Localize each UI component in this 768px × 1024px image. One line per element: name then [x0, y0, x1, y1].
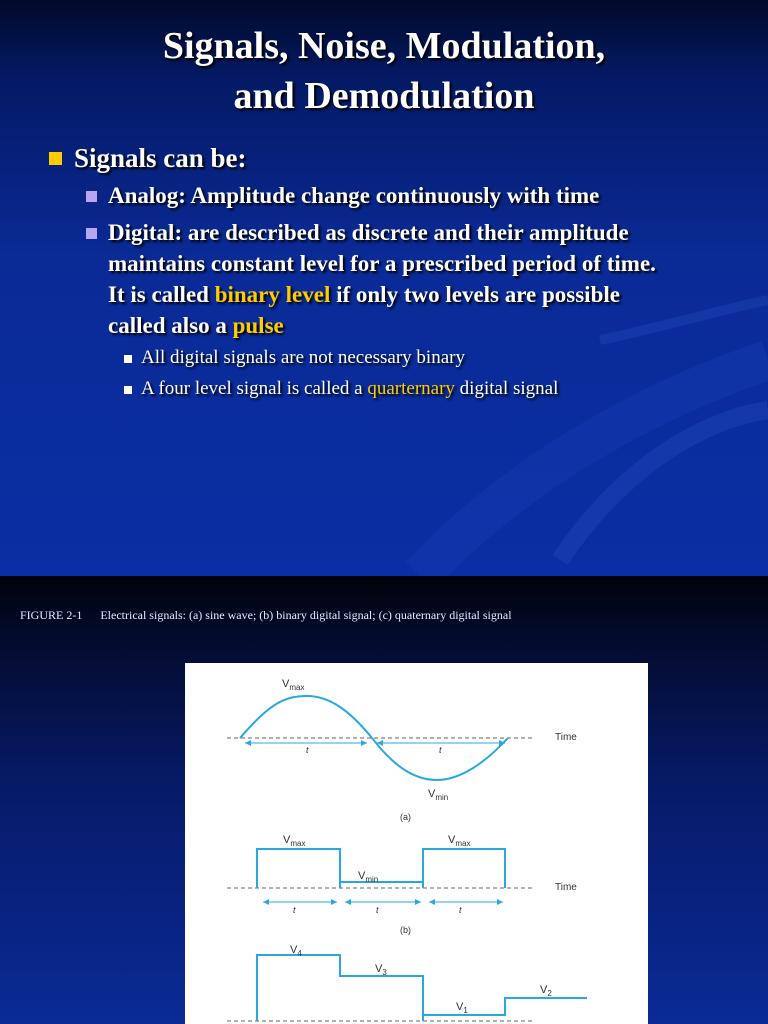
- caption-label: FIGURE 2-1: [20, 608, 83, 622]
- quaternary-wave: [257, 955, 587, 1021]
- signals-diagram: [185, 663, 648, 1024]
- label-vmax-a: $V_{max}$: [282, 678, 305, 692]
- label-v1: $V_1$: [456, 1001, 468, 1015]
- bullet-square-icon: [86, 228, 97, 239]
- label-vmin-a: $V_{min}$: [428, 788, 449, 802]
- bullet-digital-line1: Digital: are described as discrete and their amplitude: [108, 220, 629, 245]
- binary-wave: [257, 849, 505, 888]
- figure-caption: [20, 608, 512, 623]
- slide-title-line2: and Demodulation: [233, 75, 535, 117]
- label-t: t: [293, 905, 296, 915]
- slide-figure-2-1: [0, 576, 768, 1024]
- text-segment: A four level signal is called a: [141, 378, 368, 399]
- caption-text: Electrical signals: (a) sine wave; (b) binary digital signal; (c) quaternary digital signal: [100, 608, 512, 622]
- label-v3: $V_3$: [375, 963, 387, 977]
- label-t: t: [306, 745, 309, 755]
- label-vmax-b2: $V_{max}$: [448, 834, 471, 848]
- slide-title-line1: Signals, Noise, Modulation,: [162, 25, 606, 67]
- bullet-digital-line2: maintains constant level for a prescribed period of time.: [108, 251, 656, 276]
- bullet-signals: Signals can be:: [74, 143, 247, 173]
- text-segment: called also a: [108, 313, 233, 338]
- bullet-analog: Analog: Amplitude change continuously with time: [108, 183, 600, 208]
- text-segment: It is called: [108, 282, 215, 307]
- label-vmin-b: $V_{min}$: [358, 870, 379, 884]
- bullet-square-icon: [124, 386, 132, 394]
- bullet-digital-line3: [108, 279, 748, 310]
- label-t: t: [376, 905, 379, 915]
- label-v2: $V_2$: [540, 984, 552, 998]
- label-time-b: Time: [555, 882, 577, 893]
- highlight-binary-level: binary level: [214, 282, 331, 307]
- label-time-a: Time: [555, 732, 577, 743]
- label-vmax-b1: $V_{max}$: [283, 834, 306, 848]
- signals-figure: [185, 663, 648, 1024]
- bullet-digital-line4: [108, 310, 748, 341]
- highlight-quarternary: quarternary: [367, 378, 455, 399]
- panel-label-b: (b): [400, 925, 411, 935]
- label-t: t: [439, 745, 442, 755]
- label-t: t: [459, 905, 462, 915]
- bullet-square-icon: [86, 191, 97, 202]
- label-v4: $V_4$: [290, 944, 302, 958]
- bullet-square-icon: [124, 355, 132, 363]
- panel-label-a: (a): [400, 812, 411, 822]
- bullet-square-icon: [49, 152, 62, 165]
- bullet-not-binary: All digital signals are not necessary binary: [141, 347, 465, 368]
- bullet-quarternary: [141, 373, 751, 404]
- highlight-pulse: pulse: [232, 313, 284, 338]
- text-segment: digital signal: [454, 378, 559, 399]
- text-segment: if only two levels are possible: [330, 282, 620, 307]
